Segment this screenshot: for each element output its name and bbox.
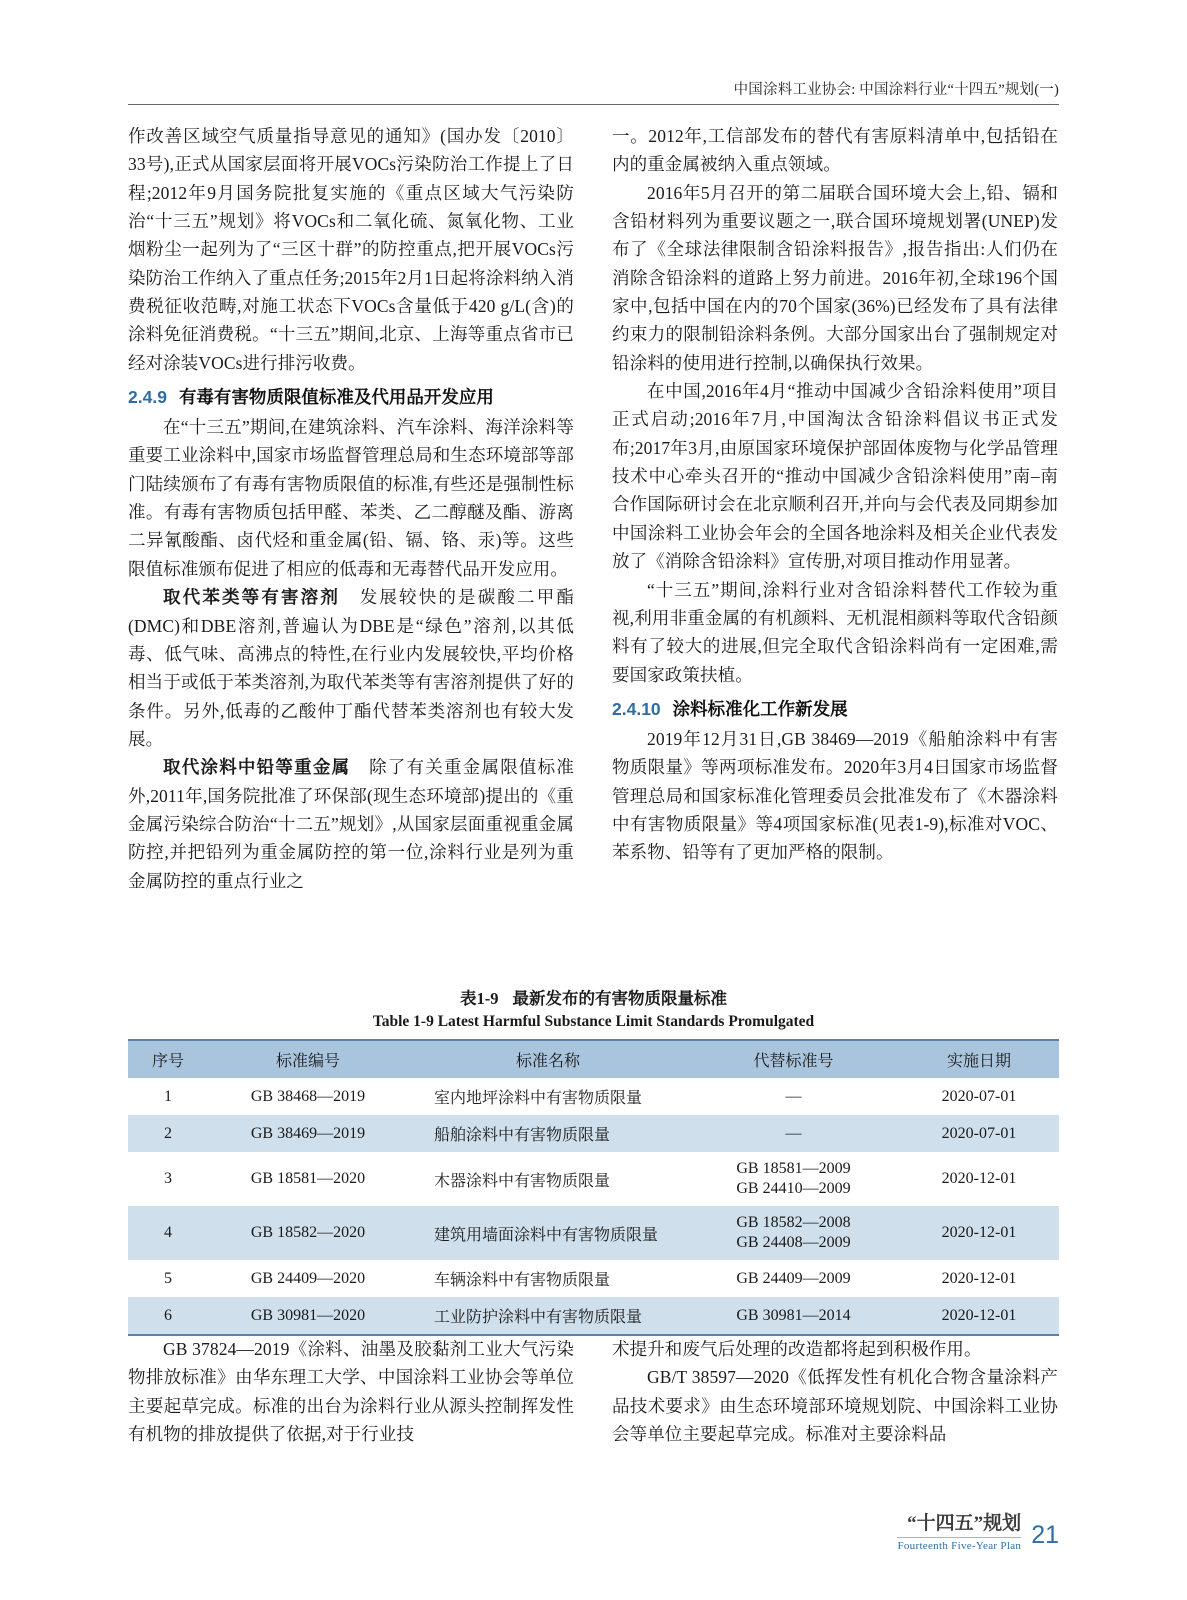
cell-replaces [688, 1260, 899, 1297]
table-row [128, 1078, 1059, 1115]
paragraph: GB 37824—2019《涂料、油墨及胶黏剂工业大气污染物排放标准》由华东理工大学、中国涂料工业协会等单位主要起草完成。标准的出台为涂料行业从源头控制挥发性有机物的排放提供了依据,对于行业技 [128, 1339, 574, 1445]
cell-code: GB 30981—2020 [208, 1297, 408, 1334]
cell-no: 4 [128, 1206, 208, 1260]
table-row [128, 1297, 1059, 1334]
paragraph: 在中国,2016年4月“推动中国减少含铅涂料使用”项目正式启动;2016年7月,中国淘汰含铅涂料倡议书正式发布;2017年3月,由原国家环境保护部固体废物与化学品管理技术中心牵头召开的“推动中国减少含铅涂料使用”南–南合作国际研讨会在北京顺利召开,并向与会代表及同期参加中国涂料工业协会年会的全国各地涂料及相关企业代表发放了《消除含铅涂料》宣传册,对项目推动作用显著。 [612, 381, 1058, 572]
cell-code: GB 18581—2020 [208, 1152, 408, 1206]
replaces-line: GB 24410—2009 [736, 1180, 851, 1197]
table-header-row [128, 1041, 1059, 1078]
right-column [612, 122, 1058, 895]
column-header-replaces: 代替标准号 [688, 1041, 899, 1078]
cell-name: 车辆涂料中有害物质限量 [408, 1260, 688, 1297]
replaces-line: — [785, 1124, 802, 1142]
replaces-line: GB 24409—2009 [736, 1269, 851, 1287]
paragraph: 2016年5月召开的第二届联合国环境大会上,铅、镉和含铅材料列为重要议题之一,联合国环境规划署(UNEP)发布了《全球法律限制含铅涂料报告》,报告指出:人们仍在消除含铅涂料的道路上努力前进。2016年初,全球196个国家中,包括中国在内的70个国家(36%)已经发布了具有法律约束力的限制铅涂料条例。大部分国家出台了强制规定对铅涂料的使用进行控制,以确保执行效果。 [612, 182, 1058, 373]
paragraph-text: 除了有关重金属限值标准外,2011年,国务院批准了环保部(现生态环境部)提出的《重金属污染综合防治“十二五”规划》,从国家层面重视重金属防控,并把铅列为重金属防控的第一位,涂料行业是列为重金属防控的重点行业之 [128, 757, 574, 891]
replaces-line: GB 24408—2009 [736, 1234, 851, 1251]
cell-name: 木器涂料中有害物质限量 [408, 1152, 688, 1206]
column-header-no: 序号 [128, 1041, 208, 1078]
column-header-name: 标准名称 [408, 1041, 688, 1078]
cell-date: 2020-12-01 [899, 1297, 1059, 1334]
footer-brand-cn: “十四五”规划 [907, 1513, 1022, 1535]
section-title: 涂料标准化工作新发展 [672, 698, 848, 719]
paragraph-text: 发展较快的是碳酸二甲酯(DMC)和DBE溶剂,普遍认为DBE是“绿色”溶剂,以其低毒、低气味、高沸点的特性,在行业内发展较快,平均价格相当于或低于苯类溶剂,为取代苯类等有害溶剂提供了好的条件。另外,低毒的乙酸仲丁酯代替苯类溶剂也有较大发展。 [128, 587, 574, 749]
cell-date: 2020-07-01 [899, 1115, 1059, 1152]
paragraph-runin-solvents [128, 583, 574, 753]
section-title: 有毒有害物质限值标准及代用品开发应用 [178, 387, 494, 408]
cell-code: GB 38469—2019 [208, 1115, 408, 1152]
table-number: 表1-9 [460, 989, 499, 1008]
cell-replaces [688, 1115, 899, 1152]
running-head: 中国涂料工业协会: 中国涂料行业“十四五”规划(一) [733, 82, 1059, 98]
paragraph: 在“十三五”期间,在建筑涂料、汽车涂料、海洋涂料等重要工业涂料中,国家市场监督管理总局和生态环境部等部门陆续颁布了有毒有害物质限值的标准,有些还是强制性标准。有毒有害物质包括甲醛、苯类、乙二醇醚及酯、游离二异氰酸酯、卤代烃和重金属(铅、镉、铬、汞)等。这些限值标准颁布促进了相应的低毒和无毒替代品开发应用。 [128, 417, 574, 579]
cell-replaces [688, 1152, 899, 1206]
cell-date: 2020-12-01 [899, 1152, 1059, 1206]
paragraph-runin-heavymetal [128, 753, 574, 895]
section-number: 2.4.10 [612, 698, 661, 719]
bottom-right-column [612, 1335, 1058, 1448]
cell-name: 船舶涂料中有害物质限量 [408, 1115, 688, 1152]
table-row [128, 1152, 1059, 1206]
section-heading-2-4-10 [612, 695, 1058, 723]
table-row [128, 1115, 1059, 1152]
section-number: 2.4.9 [128, 387, 167, 408]
cell-date: 2020-07-01 [899, 1078, 1059, 1115]
replaces-line: GB 18582—2008 [736, 1214, 851, 1231]
table-row [128, 1260, 1059, 1297]
cell-date: 2020-12-01 [899, 1260, 1059, 1297]
cell-no: 2 [128, 1115, 208, 1152]
cell-replaces [688, 1297, 899, 1334]
column-header-code: 标准编号 [208, 1041, 408, 1078]
main-columns [128, 122, 1059, 895]
cell-code: GB 24409—2020 [208, 1260, 408, 1297]
cell-replaces [688, 1206, 899, 1260]
cell-no: 1 [128, 1078, 208, 1115]
paragraph: “十三五”期间,涂料行业对含铅涂料替代工作较为重视,利用非重金属的有机颜料、无机混相颜料等取代含铅颜料有了较大的进展,但完全取代含铅涂料尚有一定困难,需要国家政策扶植。 [612, 579, 1058, 685]
runin-heading: 取代涂料中铅等重金属 [163, 757, 351, 778]
footer-brand-en: Fourteenth Five-Year Plan [897, 1537, 1021, 1552]
cell-code: GB 18582—2020 [208, 1206, 408, 1260]
header-divider [128, 104, 1059, 105]
table-body [128, 1078, 1059, 1334]
paragraph: 术提升和废气后处理的改造都将起到积极作用。 [612, 1339, 982, 1359]
cell-replaces [688, 1078, 899, 1115]
column-header-date: 实施日期 [899, 1041, 1059, 1078]
paragraph: 作改善区域空气质量指导意见的通知》(国办发〔2010〕33号),正式从国家层面将开展VOCs污染防治工作提上了日程;2012年9月国务院批复实施的《重点区域大气污染防治“十三五”规划》将VOCs和二氧化硫、氮氧化物、工业烟粉尘一起列为了“三区十群”的防控重点,把开展VOCs污染防治工作纳入了重点任务;2015年2月1日起将涂料纳入消费税征收范畴,对施工状态下VOCs含量低于420 g/L(含)的涂料免征消费税。“十三五”期间,北京、上海等重点省市已经对涂装VOCs进行排污收费。 [128, 126, 574, 373]
table-caption-cn [128, 985, 1059, 1009]
table-1-9-block [128, 985, 1059, 1336]
runin-heading: 取代苯类等有害溶剂 [163, 587, 341, 608]
left-column [128, 122, 574, 895]
harmful-substance-limits-table [128, 1041, 1059, 1334]
bottom-left-column [128, 1335, 574, 1448]
table-caption-en: Table 1-9 Latest Harmful Substance Limit Standards Promulgated [372, 1013, 815, 1030]
cell-no: 5 [128, 1260, 208, 1297]
paragraph: 2019年12月31日,GB 38469—2019《船舶涂料中有害物质限量》等两项标准发布。2020年3月4日国家市场监督管理总局和国家标准化管理委员会批准发布了《木器涂料中有害物质限量》等4项国家标准(见表1-9),标准对VOC、苯系物、铅等有了更加严格的限制。 [612, 728, 1058, 863]
cell-name: 工业防护涂料中有害物质限量 [408, 1297, 688, 1334]
bottom-columns [128, 1335, 1059, 1448]
paragraph: GB/T 38597—2020《低挥发性有机化合物含量涂料产品技术要求》由生态环境部环境规划院、中国涂料工业协会等单位主要起草完成。标准对主要涂料品 [612, 1367, 1058, 1445]
cell-name: 室内地坪涂料中有害物质限量 [408, 1078, 688, 1115]
table-row [128, 1206, 1059, 1260]
replaces-line: GB 30981—2014 [736, 1306, 851, 1324]
table-title-cn: 最新发布的有害物质限量标准 [512, 989, 727, 1008]
replaces-line: — [785, 1087, 802, 1105]
section-heading-2-4-9 [128, 383, 574, 411]
cell-date: 2020-12-01 [899, 1206, 1059, 1260]
replaces-line: GB 18581—2009 [736, 1160, 851, 1177]
page-footer [897, 1514, 1059, 1552]
page-number: 21 [1031, 1521, 1059, 1549]
footer-brand [897, 1514, 1021, 1552]
cell-code: GB 38468—2019 [208, 1078, 408, 1115]
paragraph: 一。2012年,工信部发布的替代有害原料清单中,包括铅在内的重金属被纳入重点领域。 [612, 126, 1058, 175]
cell-no: 3 [128, 1152, 208, 1206]
cell-no: 6 [128, 1297, 208, 1334]
cell-name: 建筑用墙面涂料中有害物质限量 [408, 1206, 688, 1260]
